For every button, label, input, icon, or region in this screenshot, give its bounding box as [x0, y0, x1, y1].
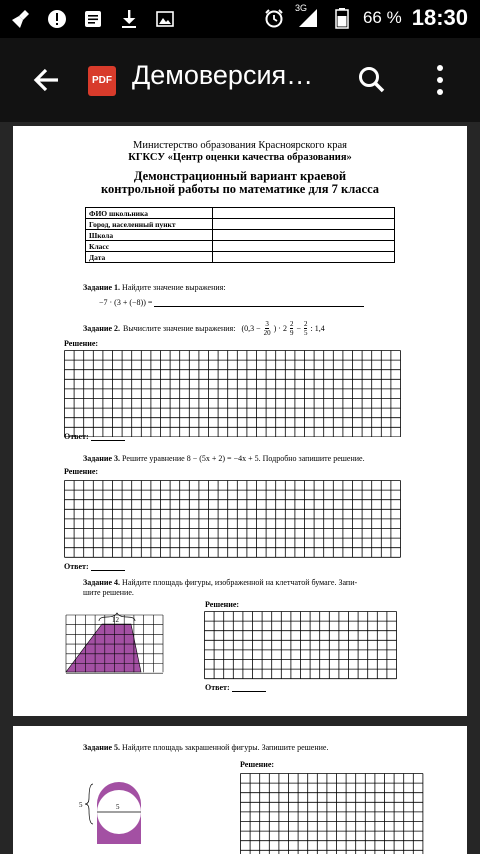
heading-line-1: Демонстрационный вариант краевой [133, 169, 347, 183]
answer-row [64, 562, 125, 571]
network-type: 3G [294, 3, 307, 13]
broom-icon [10, 8, 32, 30]
notification-icons [10, 8, 176, 30]
info-value [213, 252, 395, 263]
solution-grid-1[interactable] [64, 350, 407, 437]
task-4-label: Задание 4. [83, 578, 121, 587]
answer-line[interactable] [91, 432, 125, 441]
answer-row [64, 432, 125, 441]
info-value [213, 219, 395, 230]
search-icon[interactable] [355, 63, 389, 97]
battery-icon [331, 7, 353, 29]
task-1-expression: −7 · (3 + (−8)) = [99, 298, 153, 307]
fraction-1 [264, 320, 271, 337]
more-vertical-icon[interactable] [430, 60, 450, 100]
solution-label: Решение: [64, 339, 99, 348]
task-2-text: Вычислите значение выражения: [123, 324, 236, 333]
info-label: Город, населенный пункт [86, 219, 213, 230]
dimension-label-12: 12 [112, 616, 119, 624]
clock: 18:30 [411, 5, 468, 30]
ministry-header [13, 140, 467, 164]
center-name: КГКСУ «Центр оценки качества образования» [128, 152, 352, 163]
heading-line-2: контрольной работы по математике для 7 класса [100, 182, 380, 196]
trapezoid-figure [63, 610, 173, 694]
solution-label: Решение: [64, 467, 99, 476]
task-4 [83, 578, 357, 598]
info-row [86, 219, 395, 230]
mixed-num: 2 [289, 320, 294, 328]
info-row [86, 241, 395, 252]
task-2-expr-c: − [296, 324, 301, 333]
task-2-expr-d: : 1,4 [310, 324, 325, 333]
dimension-inner: 5 [116, 803, 120, 811]
solution-label: Решение: [205, 600, 240, 609]
info-value [213, 230, 395, 241]
pdf-page-2[interactable] [13, 726, 467, 854]
task-2-expr-a: (0,3 − [241, 324, 261, 333]
task-4-text-2: шите решение. [83, 588, 134, 597]
task-1-expression-row [99, 297, 364, 307]
task-5-label: Задание 5. [83, 743, 121, 752]
app-bar [0, 38, 480, 122]
system-icons [263, 5, 468, 31]
info-label: Дата [86, 252, 213, 263]
answer-label: Ответ: [64, 562, 89, 571]
image-icon [154, 8, 176, 30]
task-2-label: Задание 2. [83, 324, 121, 333]
back-arrow-icon[interactable] [30, 64, 66, 96]
document-icon [82, 8, 104, 30]
task-1-label: Задание 1. [83, 283, 121, 292]
document-heading [13, 170, 467, 196]
answer-line[interactable] [154, 297, 364, 307]
fraction-1-num: 3 [265, 320, 269, 328]
alarm-icon [263, 7, 285, 29]
task-1 [83, 283, 226, 292]
info-label: Школа [86, 230, 213, 241]
task-1-text: Найдите значение выражения: [122, 283, 226, 292]
task-2 [83, 320, 325, 337]
fraction-2-num: 2 [303, 320, 308, 328]
fraction-2 [304, 320, 308, 337]
status-bar [0, 0, 480, 38]
answer-label: Ответ: [205, 683, 230, 692]
pdf-page-1[interactable] [13, 126, 467, 716]
answer-row [205, 683, 266, 692]
document-title: Демоверсия… [132, 60, 314, 90]
info-row [86, 230, 395, 241]
fraction-2-den: 5 [303, 329, 308, 337]
ministry-name: Министерство образования Красноярского края [133, 140, 347, 151]
dimension-brace [85, 784, 93, 824]
circle-figure [77, 764, 167, 854]
answer-line[interactable] [91, 562, 125, 571]
pdf-file-icon: PDF [88, 66, 116, 96]
signal-icon [294, 3, 321, 29]
task-2-expr-b: ) · 2 [273, 324, 287, 333]
info-row [86, 252, 395, 263]
answer-label: Ответ: [64, 432, 89, 441]
solution-grid-4[interactable] [240, 773, 430, 854]
info-label: Класс [86, 241, 213, 252]
alert-icon [46, 8, 68, 30]
task-3-label: Задание 3. [83, 454, 121, 463]
answer-line[interactable] [232, 683, 266, 692]
task-4-text-1: Найдите площадь фигуры, изображенной на клетчатой бумаге. Запи- [122, 578, 358, 587]
task-5 [83, 743, 328, 752]
task-5-text: Найдите площадь закрашенной фигуры. Запишите решение. [122, 743, 329, 752]
info-row [86, 208, 395, 219]
info-label: ФИО школьника [86, 208, 213, 219]
dimension-outer: 5 [79, 801, 83, 809]
solution-label: Решение: [240, 760, 275, 769]
battery-percent: 66 % [362, 8, 402, 27]
solution-grid-3[interactable] [204, 611, 404, 680]
task-3-text: Решите уравнение 8 − (5x + 2) = −4x + 5. Подробно запишите решение. [122, 454, 365, 463]
solution-grid-2[interactable] [64, 480, 407, 558]
download-icon [118, 8, 140, 30]
mixed-den: 9 [289, 329, 294, 337]
student-info-table [85, 207, 395, 263]
mixed-fraction [290, 320, 294, 337]
task-3 [83, 454, 365, 463]
shaded-trapezoid [66, 624, 141, 672]
fraction-1-den: 20 [263, 329, 271, 337]
info-value [213, 208, 395, 219]
info-value [213, 241, 395, 252]
